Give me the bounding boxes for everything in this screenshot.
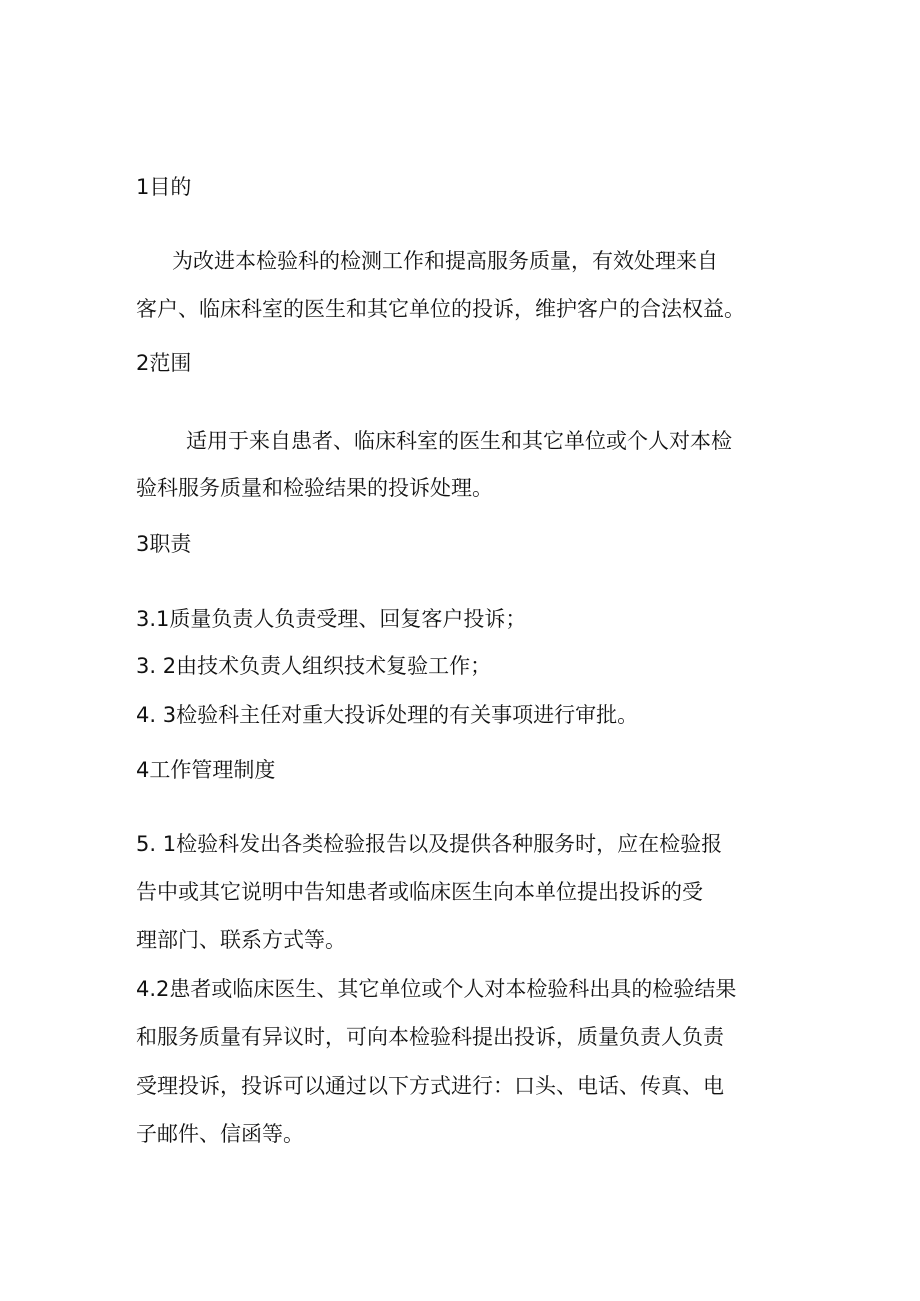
management-line-6: 受理投诉，投诉可以通过以下方式进行：口头、电话、传真、电 [136, 1074, 724, 1098]
purpose-line-1: 为改进本检验科的检测工作和提高服务质量，有效处理来自 [172, 249, 718, 273]
management-line-4: 4.2患者或临床医生、其它单位或个人对本检验科出具的检验结果 [136, 977, 737, 1001]
management-line-2: 告中或其它说明中告知患者或临床医生向本单位提出投诉的受 [136, 880, 703, 904]
section-heading-management: 4工作管理制度 [136, 758, 276, 782]
scope-line-2: 验科服务质量和检验结果的投诉处理。 [136, 476, 493, 500]
responsibility-item-1: 3.1质量负责人负责受理、回复客户投诉； [136, 607, 527, 631]
scope-line-1: 适用于来自患者、临床科室的医生和其它单位或个人对本检 [186, 429, 732, 453]
purpose-line-2: 客户、临床科室的医生和其它单位的投诉，维护客户的合法权益。 [136, 297, 745, 321]
management-line-7: 子邮件、信函等。 [136, 1122, 304, 1146]
section-heading-responsibilities: 3职责 [136, 532, 192, 556]
section-heading-scope: 2范围 [136, 351, 192, 375]
management-line-1: 5. 1检验科发出各类检验报告以及提供各种服务时，应在检验报 [136, 832, 723, 856]
responsibility-item-3: 4. 3检验科主任对重大投诉处理的有关事项进行审批。 [136, 703, 639, 727]
management-line-3: 理部门、联系方式等。 [136, 928, 346, 952]
management-line-5: 和服务质量有异议时，可向本检验科提出投诉，质量负责人负责 [136, 1025, 724, 1049]
section-heading-purpose: 1目的 [136, 175, 192, 199]
responsibility-item-2: 3. 2由技术负责人组织技术复验工作； [136, 654, 492, 678]
